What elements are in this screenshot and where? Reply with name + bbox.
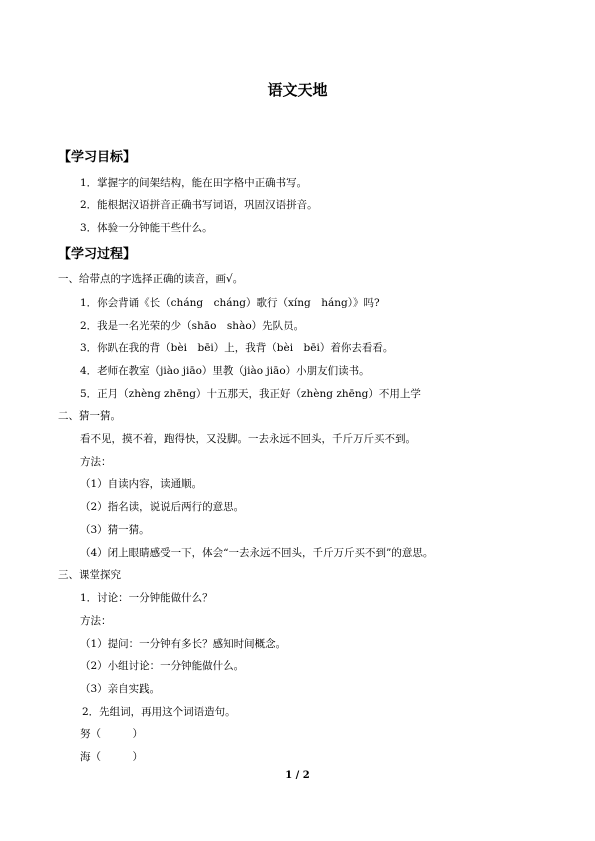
question-item: 1．你会背诵《长（cháng cháng）歌行（xíng háng）》吗? bbox=[80, 297, 380, 309]
section-heading: 三、课堂探究 bbox=[58, 569, 121, 581]
question-item: 4．老师在教室（jiào jiāo）里教（jiào jiāo）小朋友们读书。 bbox=[80, 365, 370, 377]
process-heading: 【学习过程】 bbox=[58, 247, 137, 262]
discussion-question: 1．讨论：一分钟能做什么？ bbox=[80, 592, 213, 604]
method-label: 方法： bbox=[80, 456, 112, 468]
question-item: 5．正月（zhèng zhēng）十五那天，我正好（zhèng zhēng）不用上学 bbox=[80, 388, 421, 400]
method-label: 方法： bbox=[80, 615, 112, 627]
riddle-text: 看不见，摸不着，跑得快，又没脚。一去永远不回头，千斤万斤买不到。 bbox=[80, 433, 416, 445]
goal-item: 1．掌握字的间架结构，能在田字格中正确书写。 bbox=[80, 177, 308, 189]
method-step: （3）猜一猜。 bbox=[80, 524, 150, 536]
goal-item: 3．体验一分钟能干些什么。 bbox=[80, 222, 213, 234]
method-step: （3）亲自实践。 bbox=[80, 683, 161, 695]
question-item: 3．你趴在我的背（bèi bēi）上，我背（bèi bēi）着你去看看。 bbox=[80, 342, 394, 354]
goal-item: 2．能根据汉语拼音正确书写词语，巩固汉语拼音。 bbox=[80, 199, 318, 211]
method-step: （1）自读内容，读通顺。 bbox=[80, 478, 203, 490]
section-heading: 一、给带点的字选择正确的读音，画√。 bbox=[58, 273, 244, 285]
method-step: （2）指名读，说说后两行的意思。 bbox=[80, 501, 245, 513]
word-question: 2．先组词，再用这个词语造句。 bbox=[82, 706, 236, 718]
method-step: （4）闭上眼睛感受一下，体会“一去永远不回头，千斤万斤买不到”的意思。 bbox=[80, 547, 434, 559]
method-step: （2）小组讨论：一分钟能做什么。 bbox=[80, 660, 245, 672]
question-item: 2．我是一名光荣的少（shāo shào）先队员。 bbox=[80, 320, 305, 332]
method-step: （1）提问：一分钟有多长？感知时间概念。 bbox=[80, 638, 287, 650]
page-title: 语文天地 bbox=[267, 81, 328, 99]
fill-blank: 努（ ） bbox=[80, 728, 143, 740]
fill-blank: 海（ ） bbox=[80, 751, 143, 763]
section-heading: 二、猜一猜。 bbox=[58, 410, 121, 422]
goals-heading: 【学习目标】 bbox=[58, 150, 137, 165]
page-number: 1 / 2 bbox=[285, 770, 310, 781]
